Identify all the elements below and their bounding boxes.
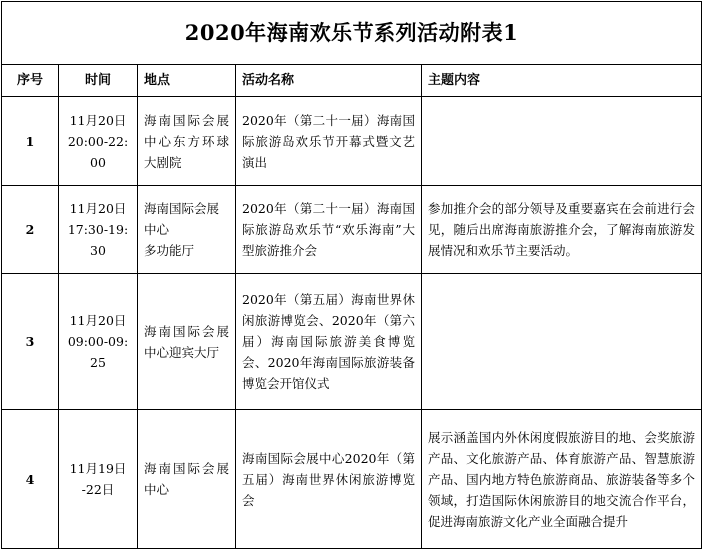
time-end: 25 [90, 355, 106, 370]
time-date: 11月19日 [69, 461, 127, 476]
row-content: 展示涵盖国内外休闲度假旅游目的地、会奖旅游产品、文化旅游产品、体育旅游产品、智慧旅游产品、国内地方特色旅游商品、旅游装备等多个领域，打造国际休闲旅游目的地交流合作平台，促进海南旅游文化产业全面融合提升 [422, 410, 702, 549]
row-place: 海南国际会展中心东方环球大剧院 [138, 97, 236, 186]
activity-schedule-table [1, 1, 702, 549]
table-header-row [2, 65, 702, 97]
time-range: -22日 [81, 482, 115, 497]
row-time [59, 97, 138, 186]
time-date: 11月20日 [69, 112, 127, 128]
row-seq: 2 [2, 186, 59, 274]
row-place [138, 186, 236, 274]
table-row [2, 97, 702, 186]
row-place: 海南国际会展中心 [138, 410, 236, 549]
row-activity: 海南国际会展中心2020年（第五届）海南世界休闲旅游博览会 [236, 410, 422, 549]
time-range: 17:30-19: [67, 222, 129, 237]
table-row [2, 274, 702, 410]
header-time: 时间 [59, 65, 138, 97]
row-activity: 2020年（第二十一届）海南国际旅游岛欢乐节“欢乐海南”大型旅游推介会 [236, 186, 422, 274]
row-seq: 1 [2, 97, 59, 186]
row-activity: 2020年（第二十一届）海南国际旅游岛欢乐节开幕式暨文艺演出 [236, 97, 422, 186]
row-place: 海南国际会展中心迎宾大厅 [138, 274, 236, 410]
row-seq: 3 [2, 274, 59, 410]
time-date: 11月20日 [69, 313, 127, 328]
time-range: 20:00-22: [67, 133, 129, 149]
row-time [59, 410, 138, 549]
row-seq: 4 [2, 410, 59, 549]
row-activity: 2020年（第五届）海南世界休闲旅游博览会、2020年（第六届）海南国际旅游美食博览会、2020年海南国际旅游装备博览会开馆仪式 [236, 274, 422, 410]
page-title: 2020年海南欢乐节系列活动附表1 [2, 2, 702, 65]
row-content: 参加推介会的部分领导及重要嘉宾在会前进行会见，随后出席海南旅游推介会，了解海南旅游发展情况和欢乐节主要活动。 [422, 186, 702, 274]
header-seq: 序号 [2, 65, 59, 97]
header-activity: 活动名称 [236, 65, 422, 97]
time-end: 30 [90, 243, 106, 258]
table-row [2, 186, 702, 274]
row-content [422, 274, 702, 410]
header-content: 主题内容 [422, 65, 702, 97]
place-line: 中心 [144, 222, 170, 237]
header-place: 地点 [138, 65, 236, 97]
time-end: 00 [90, 154, 106, 170]
time-date: 11月20日 [69, 201, 127, 216]
row-time [59, 274, 138, 410]
place-line: 多功能厅 [144, 243, 195, 258]
row-content [422, 97, 702, 186]
table-row [2, 410, 702, 549]
time-range: 09:00-09: [67, 334, 129, 349]
row-time [59, 186, 138, 274]
place-line: 海南国际会展 [144, 201, 220, 216]
